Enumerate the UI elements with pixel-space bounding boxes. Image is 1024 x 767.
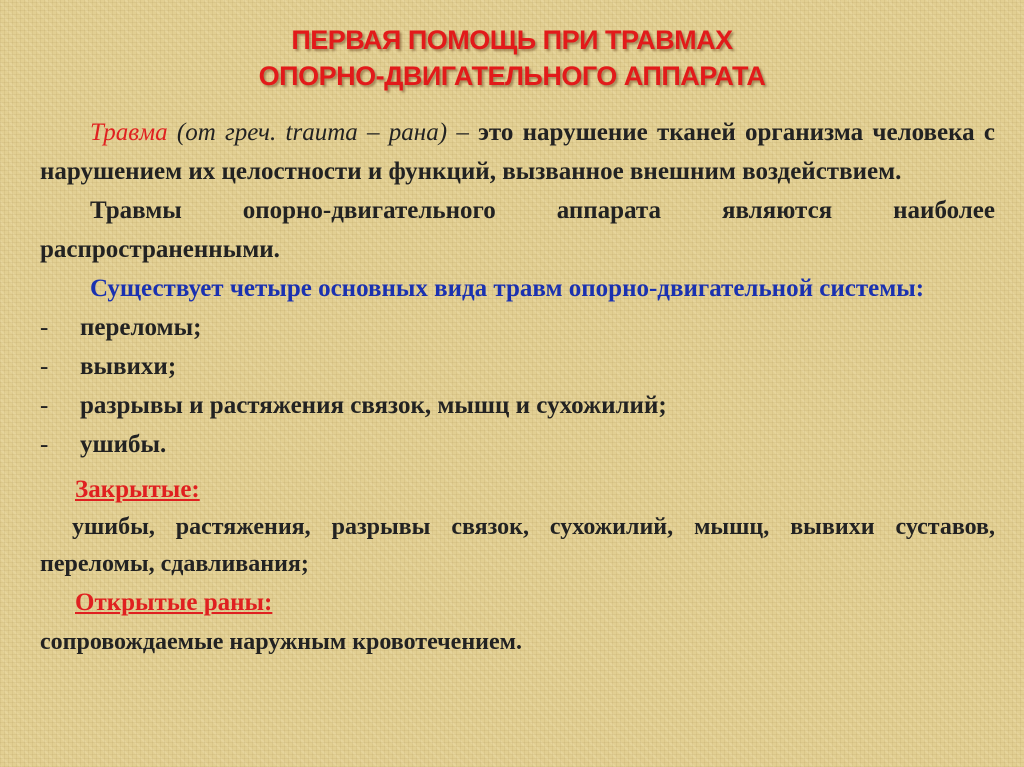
title-line-2: ОПОРНО-ДВИГАТЕЛЬНОГО АППАРАТА <box>258 61 766 91</box>
open-heading: Открытые раны: <box>75 589 273 616</box>
list-dash: - <box>40 392 49 419</box>
closed-section <box>40 470 995 583</box>
definition-text: это нарушение тканей организма человека с нарушением их целостности и функций, вызванное внешним воздействием. <box>40 119 995 185</box>
list-dash: - <box>40 314 49 341</box>
list-item <box>40 308 995 347</box>
list-item <box>40 425 995 464</box>
statement-paragraph: Травмы опорно-двигательного аппарата являются наиболее распространенными. <box>40 197 995 263</box>
list-dash: - <box>40 431 49 458</box>
definition-etymology: (от греч. trauma – рана) – <box>176 119 469 146</box>
definition-term: Травма <box>90 119 168 146</box>
list-item-label: ушибы. <box>80 431 167 458</box>
open-text: сопровождаемые наружным кровотечением. <box>40 629 522 655</box>
closed-heading: Закрытые: <box>75 476 200 503</box>
open-section <box>40 583 995 661</box>
slide-title <box>0 22 1024 94</box>
list-item-label: переломы; <box>80 314 202 341</box>
list-item-label: вывихи; <box>80 353 177 380</box>
types-intro: Существует четыре основных вида травм опорно-двигательной системы: <box>90 275 925 302</box>
slide-content <box>40 113 995 661</box>
types-list <box>40 308 995 464</box>
closed-text: ушибы, растяжения, разрывы связок, сухожилий, мышц, вывихи суставов, переломы, сдавливания; <box>40 514 995 577</box>
list-dash: - <box>40 353 49 380</box>
list-item <box>40 347 995 386</box>
list-item-label: разрывы и растяжения связок, мышц и сухожилий; <box>80 392 667 419</box>
title-line-1: ПЕРВАЯ ПОМОЩЬ ПРИ ТРАВМАХ <box>291 25 733 55</box>
definition-paragraph <box>40 113 995 191</box>
list-item <box>40 386 995 425</box>
